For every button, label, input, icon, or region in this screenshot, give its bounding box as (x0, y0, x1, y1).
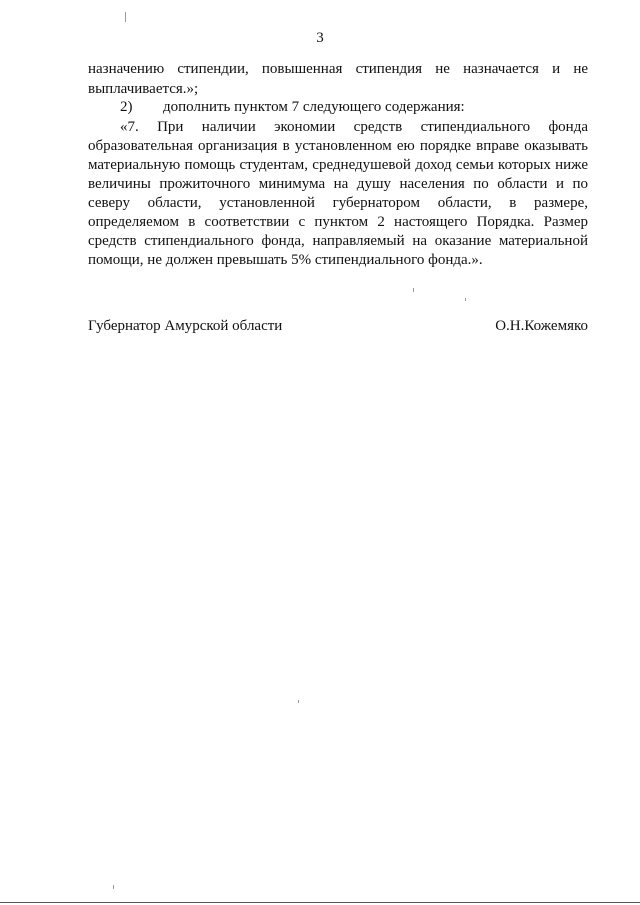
paragraph-line: северу области, установленной губернатором области, в размере, (88, 195, 588, 211)
signatory-title: Губернатор Амурской области (88, 318, 283, 334)
scan-speck (413, 288, 414, 292)
item-number: 2) (120, 99, 133, 115)
paragraph-line: выплачивается.»; (88, 81, 199, 97)
page-number: 3 (316, 30, 324, 46)
paragraph-line: «7. При наличии экономии средств стипендиального фонда (120, 119, 588, 135)
paragraph-line: определяемом в соответствии с пунктом 2 настоящего Порядка. Размер (88, 214, 588, 230)
scan-speck (465, 298, 466, 301)
scan-speck (125, 12, 126, 22)
paragraph-line: материальную помощь студентам, среднедушевой доход семьи которых ниже (88, 157, 588, 173)
paragraph-line: назначению стипендии, повышенная стипендия не назначается и не (88, 61, 588, 77)
paragraph-line: образовательная организация в установленном ею порядке вправе оказывать (88, 138, 588, 154)
scan-edge-line (0, 902, 640, 903)
paragraph-line: средств стипендиального фонда, направляемый на оказание материальной (88, 233, 588, 249)
scan-speck (298, 700, 299, 703)
paragraph-line: величины прожиточного минимума на душу населения по области и по (88, 176, 588, 192)
signatory-name: О.Н.Кожемяко (495, 318, 588, 334)
paragraph-line: помощи, не должен превышать 5% стипендиального фонда.». (88, 252, 483, 268)
item-text: дополнить пунктом 7 следующего содержания: (163, 99, 465, 115)
scan-speck (113, 885, 114, 889)
